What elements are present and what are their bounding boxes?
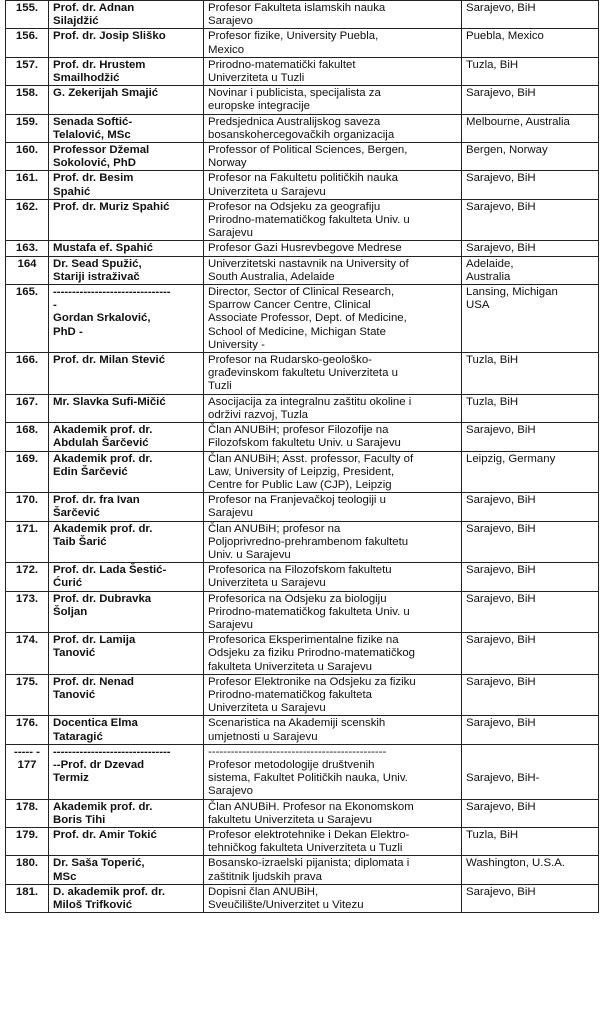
row-number: 161. [6,171,49,199]
row-number: 160. [6,143,49,171]
signatory-position: Asocijacija za integralnu zaštitu okoline i održivi razvoj, Tuzla [204,394,462,422]
table-row [6,394,599,422]
signatory-location: Sarajevo, BiH [462,884,599,912]
signatory-position: Profesor fizike, University Puebla, Mexico [204,29,462,57]
signatory-location: Sarajevo, BiH [462,521,599,563]
table-row [6,86,599,114]
table-row [6,1,599,29]
table-row [6,256,599,284]
signatory-name: Prof. dr. fra Ivan Šarčević [49,493,204,521]
row-number: 179. [6,827,49,855]
signatory-location: Lansing, Michigan USA [462,285,599,353]
row-number: 169. [6,451,49,493]
table-row [6,451,599,493]
signatory-name: Professor Džemal Sokolović, PhD [49,143,204,171]
table-row [6,423,599,451]
signatory-position: Profesorica na Odsjeku za biologiju Prirodno-matematičkog fakulteta Univ. u Sarajevu [204,591,462,633]
row-number: ----- - 177 [6,744,49,799]
row-number: 167. [6,394,49,422]
signatory-position: Profesorica na Filozofskom fakultetu Univerziteta u Sarajevu [204,563,462,591]
row-number: 171. [6,521,49,563]
row-number: 157. [6,57,49,85]
row-number: 172. [6,563,49,591]
table-row [6,143,599,171]
signatories-table [5,0,599,913]
signatory-position: Profesor na Odsjeku za geografiju Prirodno-matematičkog fakulteta Univ. u Sarajevu [204,199,462,241]
signatory-position: Prirodno-matematički fakultet Univerziteta u Tuzli [204,57,462,85]
signatory-name: Dr. Sead Spužić, Stariji istraživač [49,256,204,284]
signatory-name: Dr. Saša Toperić, MSc [49,856,204,884]
signatory-location: Sarajevo, BiH [462,563,599,591]
row-number: 178. [6,799,49,827]
signatory-position: Profesor Elektronike na Odsjeku za fiziku Prirodno-matematičkog fakulteta Univerziteta u Sarajevu [204,674,462,716]
signatory-name: Prof. dr. Besim Spahić [49,171,204,199]
row-number: 173. [6,591,49,633]
row-number: 181. [6,884,49,912]
table-row [6,563,599,591]
signatory-list-page [5,0,598,913]
row-number: 165. [6,285,49,353]
signatory-location: Sarajevo, BiH [462,799,599,827]
signatory-position: Član ANUBiH; profesor na Poljoprivredno-prehrambenom fakultetu Univ. u Sarajevu [204,521,462,563]
signatory-position: Novinar i publicista, specijalista za europske integracije [204,86,462,114]
signatory-location: Sarajevo, BiH [462,171,599,199]
table-row [6,199,599,241]
table-row [6,827,599,855]
signatory-location: Sarajevo, BiH [462,633,599,675]
signatory-position: Profesor Gazi Husrevbegove Medrese [204,241,462,256]
signatory-position: Univerzitetski nastavnik na University of South Australia, Adelaide [204,256,462,284]
table-row [6,884,599,912]
table-row [6,493,599,521]
signatory-position: Predsjednica Australijskog saveza bosanskohercegovačkih organizacija [204,114,462,142]
signatory-location: Sarajevo, BiH [462,199,599,241]
signatory-name: Akademik prof. dr. Abdulah Šarčević [49,423,204,451]
table-row [6,521,599,563]
table-row [6,716,599,744]
signatory-position: Profesor na Rudarsko-geološko- građevinskom fakultetu Univerziteta u Tuzli [204,353,462,395]
signatories-table-body [6,1,599,913]
signatory-location: Tuzla, BiH [462,353,599,395]
signatory-position: Član ANUBiH; Asst. professor, Faculty of Law, University of Leipzig, President, Centre for Public Law (CJP), Leipzig [204,451,462,493]
signatory-name: Akademik prof. dr. Taib Šarić [49,521,204,563]
signatory-position: Professor of Political Sciences, Bergen, Norway [204,143,462,171]
signatory-name: Prof. dr. Adnan Silajdžić [49,1,204,29]
table-row [6,241,599,256]
signatory-location: Bergen, Norway [462,143,599,171]
row-number: 176. [6,716,49,744]
row-number: 163. [6,241,49,256]
signatory-name: G. Zekerijah Smajić [49,86,204,114]
row-number: 158. [6,86,49,114]
signatory-location: Sarajevo, BiH [462,1,599,29]
signatory-position: Profesor na Fakultetu političkih nauka Univerziteta u Sarajevu [204,171,462,199]
table-row [6,856,599,884]
signatory-position: Profesor na Franjevačkoj teologiji u Sarajevu [204,493,462,521]
row-number: 155. [6,1,49,29]
signatory-position: Profesor Fakulteta islamskih nauka Sarajevo [204,1,462,29]
signatory-location: Sarajevo, BiH [462,86,599,114]
signatory-name: Prof. dr. Dubravka Šoljan [49,591,204,633]
signatory-position: Bosansko-izraelski pijanista; diplomata i zaštitnik ljudskih prava [204,856,462,884]
table-row [6,285,599,353]
signatory-name: Prof. dr. Milan Stević [49,353,204,395]
signatory-name: Prof. dr. Josip Sliško [49,29,204,57]
table-row [6,674,599,716]
signatory-location: Leipzig, Germany [462,451,599,493]
row-number: 180. [6,856,49,884]
signatory-position: ----------------------------------------------- Profesor metodologije društvenih sistema, Fakultet Političkih nauka, Univ. Sarajevo [204,744,462,799]
signatory-name: Senada Softić- Telalović, MSc [49,114,204,142]
table-row [6,114,599,142]
signatory-name: ------------------------------- - Gordan Srkalović, PhD - [49,285,204,353]
table-row [6,591,599,633]
signatory-location: Puebla, Mexico [462,29,599,57]
signatory-name: Prof. dr. Lada Šestić- Ćurić [49,563,204,591]
signatory-name: Prof. dr. Hrustem Smailhodžić [49,57,204,85]
signatory-position: Član ANUBiH. Profesor na Ekonomskom fakultetu Univerziteta u Sarajevu [204,799,462,827]
signatory-position: Director, Sector of Clinical Research, Sparrow Cancer Centre, Clinical Associate Professor, Dept. of Medicine, School of Medicine, Michigan State University - [204,285,462,353]
signatory-location: Adelaide, Australia [462,256,599,284]
row-number: 175. [6,674,49,716]
table-row [6,353,599,395]
row-number: 164 [6,256,49,284]
signatory-position: Dopisni član ANUBiH, Sveučilište/Univerzitet u Vitezu [204,884,462,912]
signatory-name: Prof. dr. Nenad Tanović [49,674,204,716]
signatory-location: Sarajevo, BiH- [462,744,599,799]
row-number: 170. [6,493,49,521]
signatory-name: Prof. dr. Muriz Spahić [49,199,204,241]
table-row [6,171,599,199]
signatory-location: Sarajevo, BiH [462,423,599,451]
signatory-location: Melbourne, Australia [462,114,599,142]
signatory-name: Prof. dr. Amir Tokić [49,827,204,855]
signatory-location: Tuzla, BiH [462,57,599,85]
row-number: 156. [6,29,49,57]
signatory-position: Član ANUBiH; profesor Filozofije na Filozofskom fakultetu Univ. u Sarajevu [204,423,462,451]
signatory-name: Akademik prof. dr. Boris Tihi [49,799,204,827]
signatory-position: Profesor elektrotehnike i Dekan Elektro- tehničkog fakulteta Univerziteta u Tuzli [204,827,462,855]
signatory-name: Mr. Slavka Sufi-Mičić [49,394,204,422]
signatory-name: ------------------------------- --Prof. dr Dzevad Termiz [49,744,204,799]
signatory-location: Sarajevo, BiH [462,241,599,256]
signatory-name: D. akademik prof. dr. Miloš Trifković [49,884,204,912]
table-row [6,29,599,57]
signatory-location: Sarajevo, BiH [462,591,599,633]
signatory-position: Scenaristica na Akademiji scenskih umjetnosti u Sarajevu [204,716,462,744]
table-row [6,799,599,827]
row-number: 162. [6,199,49,241]
table-row [6,633,599,675]
signatory-name: Mustafa ef. Spahić [49,241,204,256]
signatory-name: Akademik prof. dr. Edin Šarčević [49,451,204,493]
signatory-location: Tuzla, BiH [462,827,599,855]
row-number: 174. [6,633,49,675]
signatory-location: Sarajevo, BiH [462,674,599,716]
signatory-position: Profesorica Eksperimentalne fizike na Odsjeku za fiziku Prirodno-matematičkog fakulteta Univerziteta u Sarajevu [204,633,462,675]
table-row [6,744,599,799]
signatory-location: Tuzla, BiH [462,394,599,422]
table-row [6,57,599,85]
signatory-location: Sarajevo, BiH [462,493,599,521]
row-number: 166. [6,353,49,395]
signatory-location: Sarajevo, BiH [462,716,599,744]
signatory-name: Docentica Elma Tataragić [49,716,204,744]
row-number: 168. [6,423,49,451]
signatory-name: Prof. dr. Lamija Tanović [49,633,204,675]
signatory-location: Washington, U.S.A. [462,856,599,884]
row-number: 159. [6,114,49,142]
